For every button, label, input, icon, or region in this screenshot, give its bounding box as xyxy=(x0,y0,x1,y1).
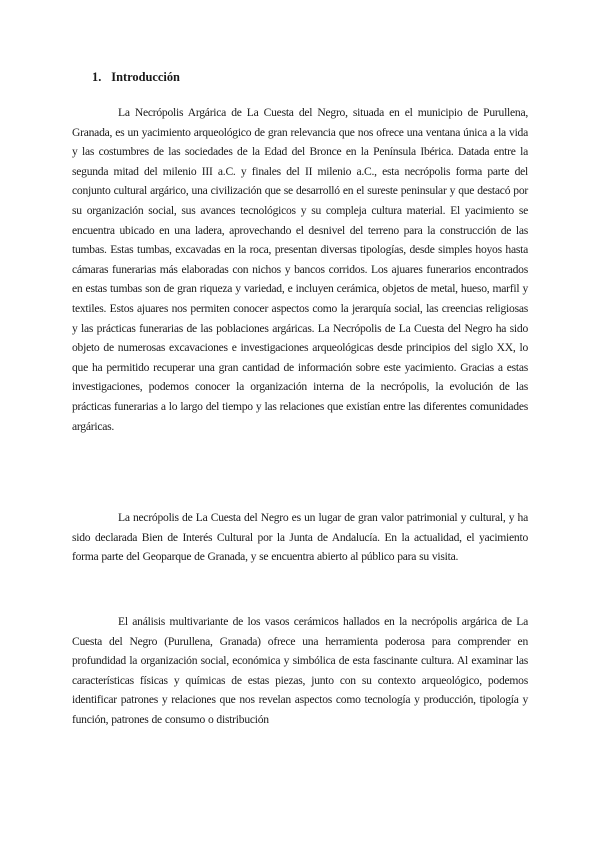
section-title: Introducción xyxy=(111,70,180,84)
section-heading xyxy=(92,70,180,85)
section-number: 1. xyxy=(92,70,102,84)
paragraph-analysis: El análisis multivariante de los vasos cerámicos hallados en la necrópolis argárica de La Cuesta del Negro (Purullena, Granada) ofrece una herramienta poderosa para comprender en profundidad la organización social, económica y simbólica de esta fascinante cultura. Al examinar las características físicas y químicas de estas piezas, junto con su contexto arqueológico, podemos identificar patrones y relaciones que nos revelan aspectos como tecnología y producción, tipología y función, patrones de consumo o distribución xyxy=(72,615,528,726)
paragraph-intro: La Necrópolis Argárica de La Cuesta del Negro, situada en el municipio de Purullena, Granada, es un yacimiento arqueológico de gran relevancia que nos ofrece una ventana única a la vida y las costumbres de las sociedades de la Edad del Bronce en la Península Ibérica. Datada entre la segunda mitad del milenio III a.C. y finales del II milenio a.C., esta necrópolis forma parte del conjunto cultural argárico, una civilización que se desarrolló en el sureste peninsular y que destacó por su organización social, sus avances tecnológicos y su compleja cultura material. El yacimiento se encuentra ubicado en una ladera, aprovechando el desnivel del terreno para la construcción de las tumbas. Estas tumbas, excavadas en la roca, presentan diversas tipologías, desde simples hoyos hasta cámaras funerarias más elaboradas con nichos y bancos corridos. Los ajuares funerarios encontrados en estas tumbas son de gran riqueza y variedad, e incluyen cerámica, objetos de metal, hueso, marfil y textiles. Estos ajuares nos permiten conocer aspectos como la jerarquía social, las creencias religiosas y las prácticas funerarias de las poblaciones argáricas. La Necrópolis de La Cuesta del Negro ha sido objeto de numerosas excavaciones e investigaciones arqueológicas desde principios del siglo XX, lo que ha permitido recuperar una gran cantidad de información sobre este yacimiento. Gracias a estas investigaciones, podemos conocer la organización interna de la necrópolis, la evolución de las prácticas funerarias a lo largo del tiempo y las relaciones que existían entre las diferentes comunidades argáricas. xyxy=(72,106,528,433)
paragraph-heritage: La necrópolis de La Cuesta del Negro es un lugar de gran valor patrimonial y cultural, y ha sido declarada Bien de Interés Cultural por la Junta de Andalucía. En la actualidad, el yacimiento forma parte del Geoparque de Granada, y se encuentra abierto al público para su visita. xyxy=(72,511,528,564)
